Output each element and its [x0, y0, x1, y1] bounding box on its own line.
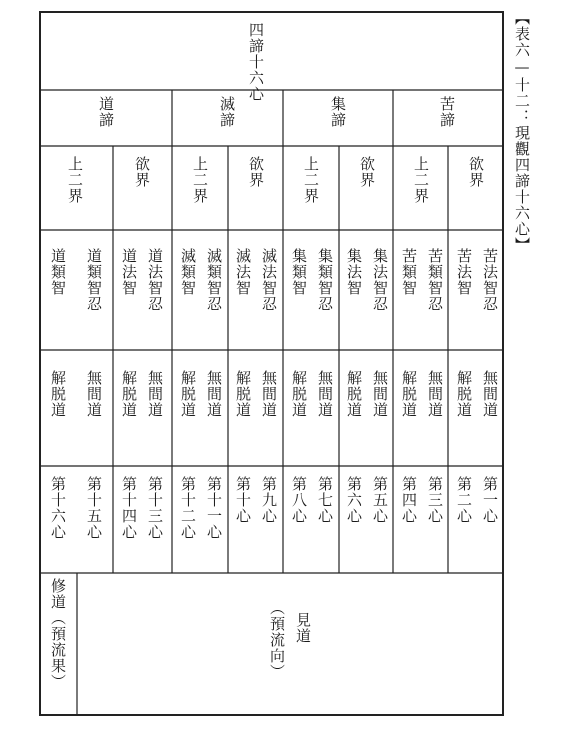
path-jietuo: 解脱道 — [179, 370, 197, 418]
mind-number: 第十一心 — [205, 476, 223, 540]
path-wujian: 無間道 — [316, 370, 334, 418]
realm-upper-mie: 上二界 — [191, 156, 209, 204]
path-wujian: 無間道 — [481, 370, 499, 418]
path-wujian: 無間道 — [371, 370, 389, 418]
realm-desire-dao: 欲界 — [133, 156, 151, 188]
path-jietuo: 解脱道 — [234, 370, 252, 418]
path-jietuo: 解脱道 — [120, 370, 138, 418]
mind-number: 第十二心 — [179, 476, 197, 540]
mind-number: 第十心 — [234, 476, 252, 524]
stage-zhi: 集法智 — [345, 248, 363, 296]
path-wujian: 無間道 — [205, 370, 223, 418]
stage-ren: 道類智忍 — [85, 248, 103, 312]
mind-number: 第六心 — [345, 476, 363, 524]
mind-number: 第七心 — [316, 476, 334, 524]
stage-ren: 集法智忍 — [371, 248, 389, 312]
mind-number: 第十六心 — [49, 476, 67, 540]
truth-ku: 苦諦 — [438, 96, 456, 128]
stage-ren: 道法智忍 — [146, 248, 164, 312]
realm-desire-ku: 欲界 — [467, 156, 485, 188]
mind-number: 第五心 — [371, 476, 389, 524]
realm-upper-ji: 上二界 — [302, 156, 320, 204]
path-wujian: 無間道 — [85, 370, 103, 418]
realm-desire-ji: 欲界 — [358, 156, 376, 188]
stage-zhi: 道類智 — [49, 248, 67, 296]
mind-number: 第四心 — [400, 476, 418, 524]
stage-zhi: 苦法智 — [455, 248, 473, 296]
path-jietuo: 解脱道 — [400, 370, 418, 418]
path-jietuo: 解脱道 — [345, 370, 363, 418]
path-jietuo: 解脱道 — [290, 370, 308, 418]
path-wujian: 無間道 — [426, 370, 444, 418]
path-jietuo: 解脱道 — [455, 370, 473, 418]
mind-number: 第十三心 — [146, 476, 164, 540]
stage-zhi: 集類智 — [290, 248, 308, 296]
truth-dao: 道諦 — [97, 96, 115, 128]
path-wujian: 無間道 — [146, 370, 164, 418]
header-top-title: 四諦十六心 — [247, 22, 265, 102]
stage-zhi: 滅類智 — [179, 248, 197, 296]
stage-ren: 苦類智忍 — [426, 248, 444, 312]
table-caption: 【表六—十二：現觀四諦十六心】 — [513, 10, 531, 253]
stage-ren: 集類智忍 — [316, 248, 334, 312]
stage-ren: 滅法智忍 — [260, 248, 278, 312]
mind-number: 第一心 — [481, 476, 499, 524]
mind-number: 第二心 — [455, 476, 473, 524]
realm-upper-dao: 上二界 — [66, 156, 84, 204]
stage-ren: 苦法智忍 — [481, 248, 499, 312]
stage-zhi: 滅法智 — [234, 248, 252, 296]
footer-yu-liu-xiang: （預流向） — [268, 600, 286, 680]
footer-jian-dao: 見道 — [294, 612, 312, 644]
stage-ren: 滅類智忍 — [205, 248, 223, 312]
mind-number: 第十四心 — [120, 476, 138, 540]
footer-xiu-dao: 修道（預流果） — [49, 578, 67, 690]
stage-zhi: 道法智 — [120, 248, 138, 296]
truth-mie: 滅諦 — [218, 96, 236, 128]
mind-number: 第三心 — [426, 476, 444, 524]
path-wujian: 無間道 — [260, 370, 278, 418]
mind-number: 第九心 — [260, 476, 278, 524]
truth-ji: 集諦 — [329, 96, 347, 128]
realm-upper-ku: 上二界 — [412, 156, 430, 204]
path-jietuo: 解脱道 — [49, 370, 67, 418]
realm-desire-mie: 欲界 — [247, 156, 265, 188]
mind-number: 第八心 — [290, 476, 308, 524]
stage-zhi: 苦類智 — [400, 248, 418, 296]
mind-number: 第十五心 — [85, 476, 103, 540]
